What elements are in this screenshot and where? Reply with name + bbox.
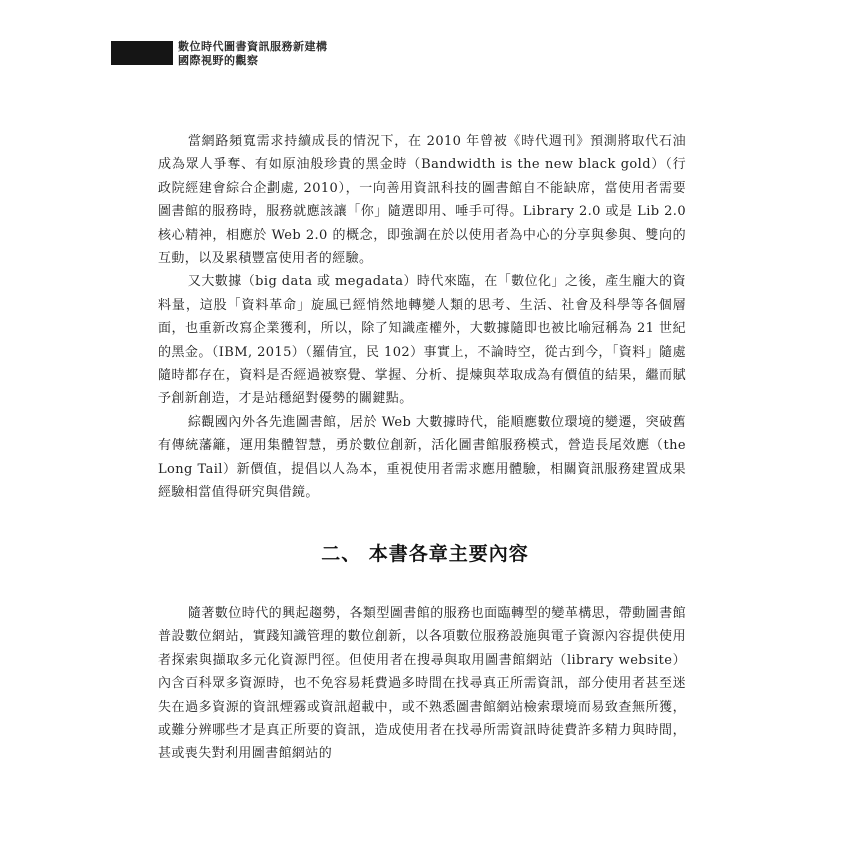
- running-header-subtitle: 國際視野的觀察: [178, 54, 259, 67]
- running-header-title: 數位時代圖書資訊服務新建構: [178, 40, 328, 53]
- section-two-text: [158, 602, 686, 766]
- section-one-text: [158, 130, 686, 505]
- running-header-bar: [111, 41, 173, 65]
- paragraph: 又大數據（big data 或 megadata）時代來臨，在「數位化」之後，產生龐大的資料量，這股「資料革命」旋風已經悄然地轉變人類的思考、生活、社會及科學等各個層面，也重新改寫企業獲利，所以，除了知識產權外，大數據隨即也被比喻冠稱為 21 世紀的黑金。（IBM, 2015）（羅倩宜，民 102）事實上，不論時空，從古到今，「資料」隨處隨時都存在，資料是否經過被察覺、掌握、分析、提煉與萃取成為有價值的結果，繼而賦予創新創造，才是站穩絕對優勢的關鍵點。: [158, 274, 686, 407]
- paragraph: 綜觀國內外各先進圖書館，居於 Web 大數據時代，能順應數位環境的變遷，突破舊有傳統藩籬，運用集體智慧，勇於數位創新，活化圖書館服務模式，營造長尾效應（the Long Tail）新價值，提倡以人為本，重視使用者需求應用體驗，相關資訊服務建置成果經驗相當值得研究與借鏡。: [158, 414, 686, 501]
- paragraph: 當網路頻寬需求持續成長的情況下，在 2010 年曾被《時代週刊》預測將取代石油成為眾人爭奪、有如原油般珍貴的黑金時（Bandwidth is the new black gold）（行政院經建會綜合企劃處, 2010），一向善用資訊科技的圖書館自不能缺席，當使用者需要圖書館的服務時，服務就應該讓「你」隨選即用、唾手可得。Library 2.0 或是 Lib 2.0 核心精神，相應於 Web 2.0 的概念，即強調在於以使用者為中心的分享與參與、雙向的互動，以及累積豐富使用者的經驗。: [158, 134, 686, 267]
- running-header: [178, 40, 328, 68]
- paragraph: 隨著數位時代的興起趨勢，各類型圖書館的服務也面臨轉型的變革構思，帶動圖書館普設數位網站，實踐知識管理的數位創新，以各項數位服務設施與電子資源內容提供使用者探索與擷取多元化資源門徑。但使用者在搜尋與取用圖書館網站（library website）內含百科眾多資源時，也不免容易耗費過多時間在找尋真正所需資訊，部分使用者甚至迷失在過多資源的資訊煙霧或資訊超載中，或不熟悉圖書館網站檢索環境而易致查無所獲，或難分辨哪些才是真正所要的資訊，造成使用者在找尋所需資訊時徒費許多精力與時間，甚或喪失對利用圖書館網站的: [158, 606, 686, 762]
- section-heading: 二、 本書各章主要內容: [321, 543, 529, 565]
